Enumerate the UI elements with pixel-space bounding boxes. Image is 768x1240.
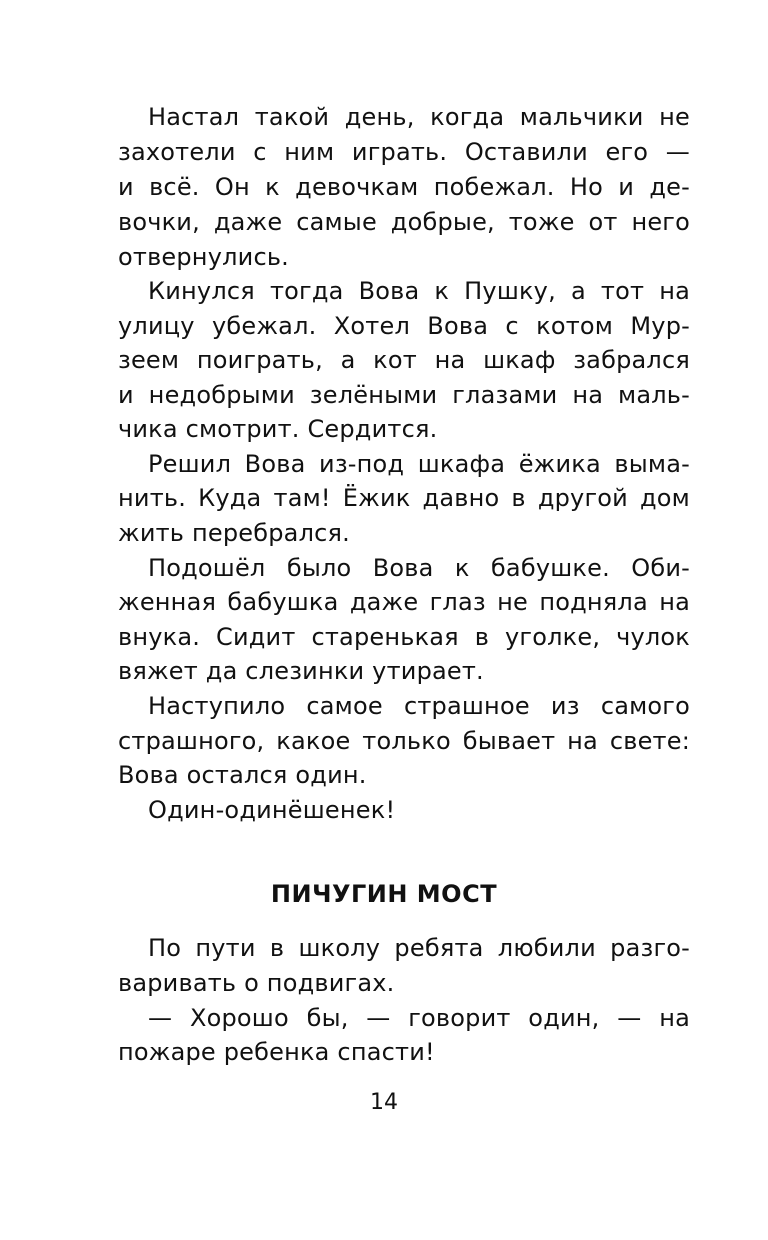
text-line: жить перебрался. xyxy=(118,519,350,547)
page-number: 14 xyxy=(370,1090,398,1115)
text-line: По пути в школу ребята любили разго- xyxy=(148,934,690,962)
text-line: Решил Вова из-под шкафа ёжика выма- xyxy=(148,450,690,478)
text-line: нить. Куда там! Ёжик давно в другой дом xyxy=(118,484,690,512)
text-line: варивать о подвигах. xyxy=(118,969,395,997)
text-line: Настал такой день, когда мальчики не xyxy=(148,103,690,131)
text-line: женная бабушка даже глаз не подняла на xyxy=(118,588,690,616)
text-line: вочки, даже самые добрые, тоже от него xyxy=(118,208,690,236)
text-line: Подошёл было Вова к бабушке. Оби- xyxy=(148,554,690,582)
text-line: — Хорошо бы, — говорит один, — на xyxy=(148,1004,690,1032)
text-line: захотели с ним играть. Оставили его — xyxy=(118,138,690,166)
text-line: Один-одинёшенек! xyxy=(148,796,396,824)
text-line: вяжет да слезинки утирает. xyxy=(118,657,484,685)
text-line: зеем поиграть, а кот на шкаф забрался xyxy=(118,346,690,374)
text-line: улицу убежал. Хотел Вова с котом Мур- xyxy=(118,312,690,340)
text-line: пожаре ребенка спасти! xyxy=(118,1038,435,1066)
chapter-heading: ПИЧУГИН МОСТ xyxy=(270,880,498,908)
text-line: и всё. Он к девочкам побежал. Но и де- xyxy=(118,173,690,201)
text-line: и недобрыми зелёными глазами на маль- xyxy=(118,381,690,409)
text-line: Кинулся тогда Вова к Пушку, а тот на xyxy=(148,277,690,305)
text-line: Вова остался один. xyxy=(118,761,367,789)
text-line: внука. Сидит старенькая в уголке, чулок xyxy=(118,623,690,651)
text-line: чика смотрит. Сердится. xyxy=(118,415,438,443)
text-line: страшного, какое только бывает на свете: xyxy=(118,727,690,755)
text-line: отвернулись. xyxy=(118,243,290,271)
text-line: Наступило самое страшное из самого xyxy=(148,692,690,720)
